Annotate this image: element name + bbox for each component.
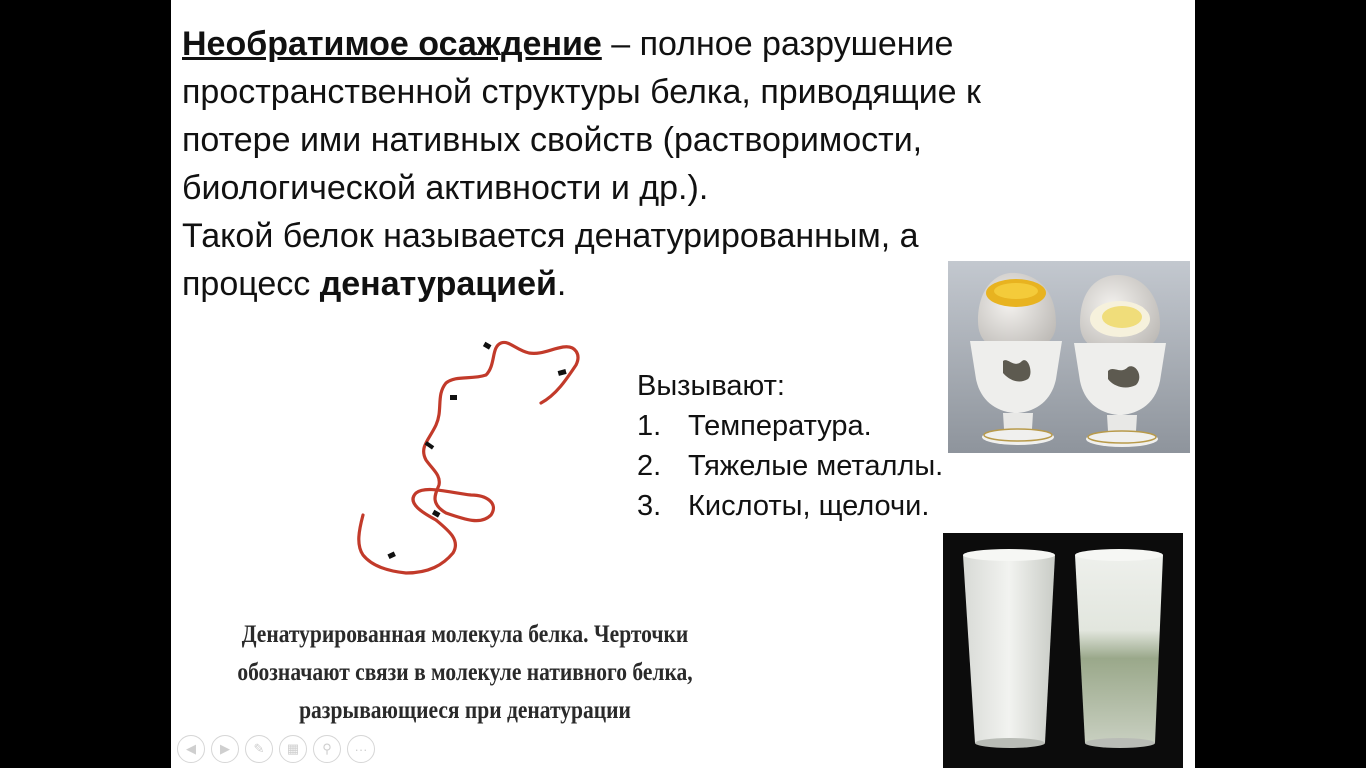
causes-block <box>637 366 943 526</box>
next-icon[interactable]: ▶ <box>211 735 239 763</box>
zoom-icon[interactable]: ⚲ <box>313 735 341 763</box>
denatured-protein-illustration <box>351 335 591 585</box>
cause-item <box>637 406 943 446</box>
glasses-photo <box>943 533 1183 768</box>
cause-text: Тяжелые металлы. <box>688 450 944 482</box>
caption-line2: обозначают связи в молекуле нативного белка, <box>237 659 693 686</box>
definition-line2: пространственной структуры белка, приводящие к <box>182 73 981 111</box>
bond-mark <box>387 551 395 558</box>
bond-mark <box>432 510 441 518</box>
bond-mark <box>483 342 492 350</box>
cause-item <box>637 446 943 486</box>
cause-item <box>637 486 943 526</box>
more-icon[interactable]: ··· <box>347 735 375 763</box>
cause-number: 2. <box>637 450 662 482</box>
definition-line6-post: . <box>556 265 567 303</box>
pen-icon[interactable]: ✎ <box>245 735 273 763</box>
slide <box>171 0 1195 768</box>
causes-heading: Вызывают: <box>637 370 785 402</box>
definition-line1: – полное разрушение <box>601 25 954 63</box>
causes-list <box>637 406 943 526</box>
caption-line1: Денатурированная молекула белка. Черточки <box>241 621 689 648</box>
bond-mark <box>558 369 567 376</box>
cause-number: 1. <box>637 410 662 442</box>
slideshow-toolbar <box>177 735 375 765</box>
definition-line4: биологической активности и др.). <box>182 169 709 207</box>
illustration-caption <box>217 616 712 730</box>
definition-line3: потере ими нативных свойств (растворимости, <box>182 121 923 159</box>
slides-icon[interactable]: ▦ <box>279 735 307 763</box>
definition-line6-pre: процесс <box>182 265 320 303</box>
cause-text: Кислоты, щелочи. <box>688 490 930 522</box>
cause-text: Температура. <box>688 410 872 442</box>
bond-mark <box>425 441 435 449</box>
protein-chain <box>359 342 578 573</box>
definition-line5: Такой белок называется денатурированным, а <box>182 217 919 255</box>
prev-icon[interactable]: ◀ <box>177 735 205 763</box>
bond-mark <box>450 395 457 400</box>
cause-number: 3. <box>637 490 662 522</box>
caption-line3: разрывающиеся при денатурации <box>299 697 631 724</box>
definition-term: Необратимое осаждение <box>182 25 602 63</box>
denaturation-term: денатурацией <box>319 265 557 303</box>
boiled-eggs-photo <box>948 261 1190 453</box>
